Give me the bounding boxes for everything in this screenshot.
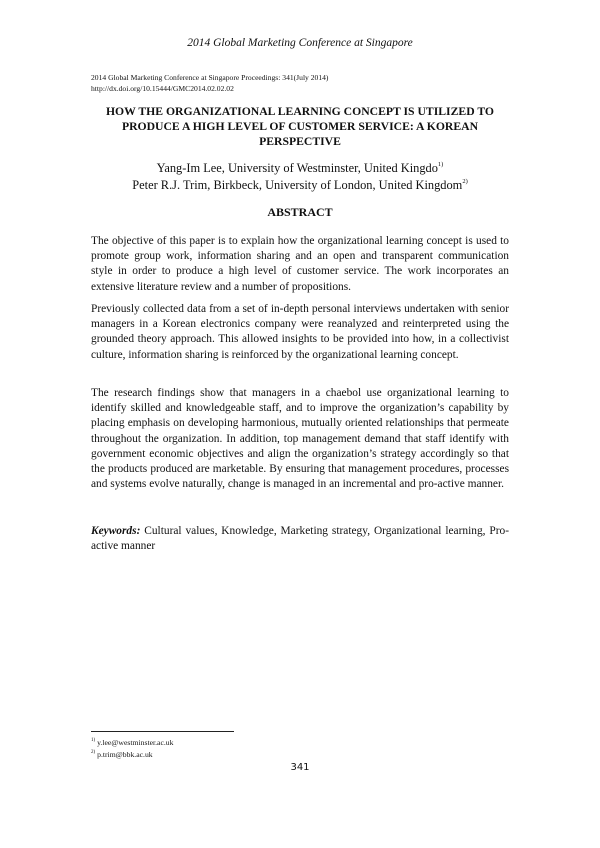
- title-line: PRODUCE A HIGH LEVEL OF CUSTOMER SERVICE: A KOREAN: [121, 120, 479, 133]
- page-number: 341: [290, 762, 310, 773]
- footnote-marker: 2): [91, 750, 96, 755]
- author-line: [91, 160, 509, 177]
- author-line: [91, 177, 509, 194]
- footnote-email[interactable]: y.lee@westminster.ac.uk: [95, 738, 174, 747]
- author-list: [91, 160, 509, 194]
- abstract-heading: ABSTRACT: [267, 205, 333, 219]
- keywords: [91, 524, 509, 554]
- abstract-paragraph: Previously collected data from a set of in-depth personal interviews undertaken with senior managers in a Korean electronics company were reanalyzed and reinterpreted using the grounded theory approach. This allowed insights to be provided into how, in a collectivist culture, information sharing is reinforced by the organizational learning concept.: [91, 303, 509, 361]
- proceedings-line: 2014 Global Marketing Conference at Singapore Proceedings: 341(July 2014): [91, 73, 329, 82]
- keywords-label: Keywords:: [91, 525, 141, 537]
- abstract-paragraph: The objective of this paper is to explain how the organizational learning concept is used to promote group work, information sharing and an open and transparent communication style in order to produce a high level of customer service. The work incorporates an extensive literature review and a number of propositions.: [91, 235, 509, 293]
- title-line: PERSPECTIVE: [259, 135, 341, 148]
- author-text: Peter R.J. Trim, Birkbeck, University of London, United Kingdom: [132, 178, 463, 192]
- footnote: [91, 738, 173, 748]
- title-line: HOW THE ORGANIZATIONAL LEARNING CONCEPT IS UTILIZED TO: [105, 105, 495, 118]
- author-footnote-marker: 1): [437, 161, 444, 168]
- abstract-paragraph: The research findings show that managers in a chaebol use organizational learning to identify skilled and knowledgeable staff, and to improve the organization’s capability by placing emphasis on developing harmonious, mutually oriented relationships that permeate throughout the organization. In addition, top management demand that staff identify with government economic objectives and align the organization’s strategy accordingly so that the products produced are marketable. By ensuring that management procedures, processes and systems evolve naturally, change is managed in an incremental and pro-active manner.: [91, 387, 509, 491]
- footnote-rule: [91, 731, 234, 732]
- footnote: [91, 750, 153, 760]
- paper-title: [91, 104, 509, 149]
- footnote-email[interactable]: p.trim@bbk.ac.uk: [95, 750, 153, 759]
- keywords-text: Cultural values, Knowledge, Marketing strategy, Organizational learning, Pro-active manner: [91, 525, 509, 553]
- author-text: Yang-Im Lee, University of Westminster, United Kingdo: [156, 161, 438, 175]
- doi-link[interactable]: http://dx.doi.org/10.15444/GMC2014.02.02.02: [91, 84, 234, 93]
- proceedings-info: [91, 72, 328, 94]
- author-footnote-marker: 2): [462, 178, 468, 185]
- running-head: 2014 Global Marketing Conference at Singapore: [187, 37, 413, 49]
- footnote-marker: 1): [91, 738, 96, 743]
